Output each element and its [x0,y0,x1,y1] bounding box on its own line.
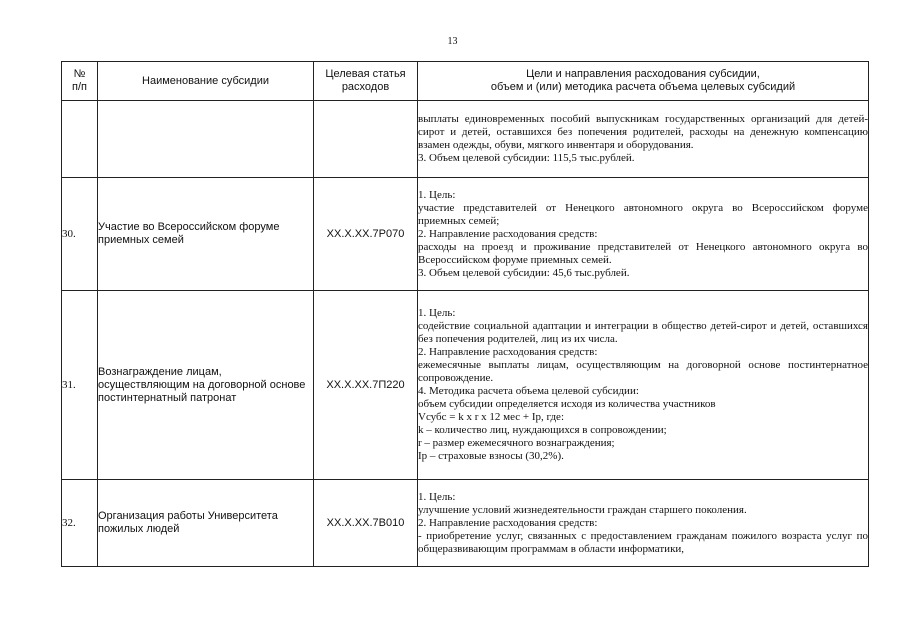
subsidy-table [61,61,869,567]
description-line: 2. Направление расходования средств: [418,516,598,529]
subsidy-description [418,178,869,291]
subsidy-description [418,480,869,567]
description-line: участие представителей от Ненецкого автономного округа во Всероссийском форуме приемных семей; [418,201,868,227]
description-line: содействие социальной адаптации и интеграции в общество детей-сирот и детей, оставшихся без попечения родителей, лиц из их числа. [418,320,868,345]
description-line: Iр – страховые взносы (30,2%). [418,450,564,462]
description-line: объем субсидии определяется исходя из количества участников [418,398,716,410]
description-line: 3. Объем целевой субсидии: 45,6 тыс.рублей. [418,266,630,279]
description-line: расходы на проезд и проживание представителей от Ненецкого автономного округа во Всероссийском форуме приемных семей. [418,240,868,266]
target-code: XX.X.XX.7B010 [314,480,418,567]
subsidy-name [98,101,314,178]
table-row [62,291,869,480]
description-line: - приобретение услуг, связанных с предоставлением гражданам пожилого возраста услуг по общеразвивающим программам в области информатики, [418,529,868,555]
description-line: 2. Направление расходования средств: [418,346,598,358]
header-name: Наименование субсидии [98,62,314,101]
row-number: 31. [62,291,98,480]
description-line: ежемесячные выплаты лицам, осуществляющим на договорной основе постинтернатное сопровождение. [418,359,868,384]
description-line: k – количество лиц, нуждающихся в сопровождении; [418,424,667,436]
page-number: 13 [447,36,458,47]
table-row [62,178,869,291]
subsidy-name: Организация работы Университета пожилых людей [98,480,314,567]
table-row [62,480,869,567]
description-line: r – размер ежемесячного вознаграждения; [418,437,615,449]
description-line: выплаты единовременных пособий выпускникам государственных организаций для детей-сирот и детей, оставшихся без попечения родителей, расходы на денежную компенсацию взамен одежды, обуви, мягкого инвентаря и оборудования. [418,113,868,151]
subsidy-description [418,101,869,178]
table-header-row [62,62,869,101]
description-line: 1. Цель: [418,307,456,319]
description-line: улучшение условий жизнедеятельности граждан старшего поколения. [418,503,747,516]
target-code [314,101,418,178]
row-number: 30. [62,178,98,291]
target-code: XX.X.XX.7П220 [314,291,418,480]
target-code: XX.X.XX.7P070 [314,178,418,291]
subsidy-description [418,291,869,480]
description-line: 4. Методика расчета объема целевой субсидии: [418,385,639,397]
description-line: Vсубс = k х r х 12 мес + Iр, где: [418,411,564,423]
description-line: 1. Цель: [418,490,456,503]
header-code: Целевая статья расходов [314,62,418,101]
description-line: 2. Направление расходования средств: [418,227,598,240]
header-num: № п/п [62,62,98,101]
row-number: 32. [62,480,98,567]
description-line: 1. Цель: [418,188,456,201]
row-number [62,101,98,178]
subsidy-name: Участие во Всероссийском форуме приемных семей [98,178,314,291]
table-row [62,101,869,178]
subsidy-name: Вознаграждение лицам, осуществляющим на договорной основе постинтернатный патронат [98,291,314,480]
description-line: 3. Объем целевой субсидии: 115,5 тыс.рублей. [418,152,635,164]
header-desc: Цели и направления расходования субсидии, объем и (или) методика расчета объема целевых субсидий [418,62,869,101]
